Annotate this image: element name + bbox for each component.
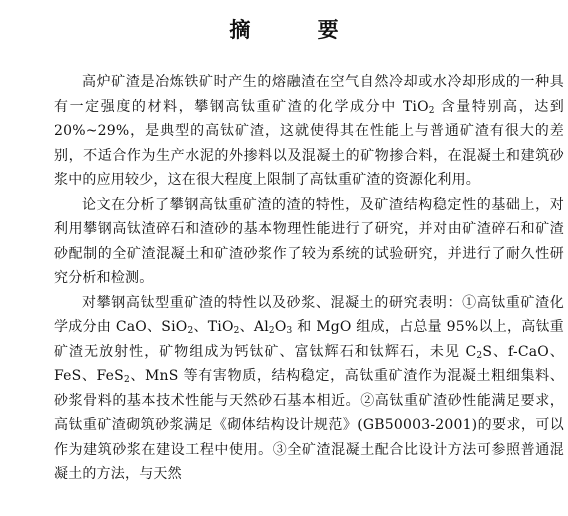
subscript: 2	[187, 326, 194, 336]
subscript: 3	[286, 326, 293, 336]
text-run: 含量特别高，达到20%~29%，是典型的高钛矿渣，这就使得其在性能上与普通矿渣有很大的差别，不适合作为生产水泥的外掺料以及混凝土的矿物掺合料，在混凝土和建筑砂浆中的应用较少，这在很大程度上限制了高钛重矿渣的资源化利用。	[54, 98, 564, 188]
subscript: 2	[233, 326, 240, 336]
abstract-paragraph-1	[54, 70, 564, 193]
subscript: 2	[123, 375, 130, 385]
abstract-title: 摘 要	[229, 18, 369, 42]
text-run: S、f-CaO、FeS、FeS	[54, 343, 564, 384]
text-run: 论文在分析了攀钢高钛重矿渣的渣的特性，及矿渣结构稳定性的基础上，对利用攀钢高钛渣碎石和渣砂的基本物理性能进行了研究，并对由矿渣碎石和矿渣砂配制的全矿渣混凝土和矿渣砂浆作了较为系统的试验研究，并进行了耐久性研究分析和检测。	[54, 196, 564, 286]
text-run: 和 MgO 组成，占总量 95%以上，高钛重矿渣无放射性，矿物组成为钙钛矿、富钛辉石和钛辉石，未见 C	[54, 319, 565, 360]
text-run: 、TiO	[193, 319, 234, 335]
text-run: O	[274, 319, 287, 335]
subscript: 2	[428, 105, 435, 116]
abstract-body	[54, 70, 564, 487]
abstract-paragraph-2	[54, 193, 564, 291]
text-run: 、MnS 等有害物质，结构稳定，高钛重矿渣作为混凝土粗细集料、砂浆骨料的基本技术性能与天然砂石基本相近。②高钛重矿渣砂性能满足要求，高钛重矿渣砌筑砂浆满足《砌体结构设计规范》(GB50003-2001)的要求，可以作为建筑砂浆在建设工程中使用。③全矿渣混凝土配合比设计方法可参照普通混凝土的方法，与天然	[54, 368, 564, 482]
text-run: 、Al	[239, 319, 269, 335]
text-run: 高炉矿渣是冶炼铁矿时产生的熔融渣在空气自然冷却或水冷却形成的一种具有一定强度的材料，攀钢高钛重矿渣的化学成分中 TiO	[54, 74, 564, 115]
subscript: 2	[268, 326, 275, 336]
subscript: 2	[476, 350, 483, 361]
text-run: 对攀钢高钛型重矿渣的特性以及砂浆、混凝土的研究表明：①高钛重矿渣化学成分由 CaO、SiO	[54, 294, 564, 335]
abstract-paragraph-3	[54, 291, 564, 487]
